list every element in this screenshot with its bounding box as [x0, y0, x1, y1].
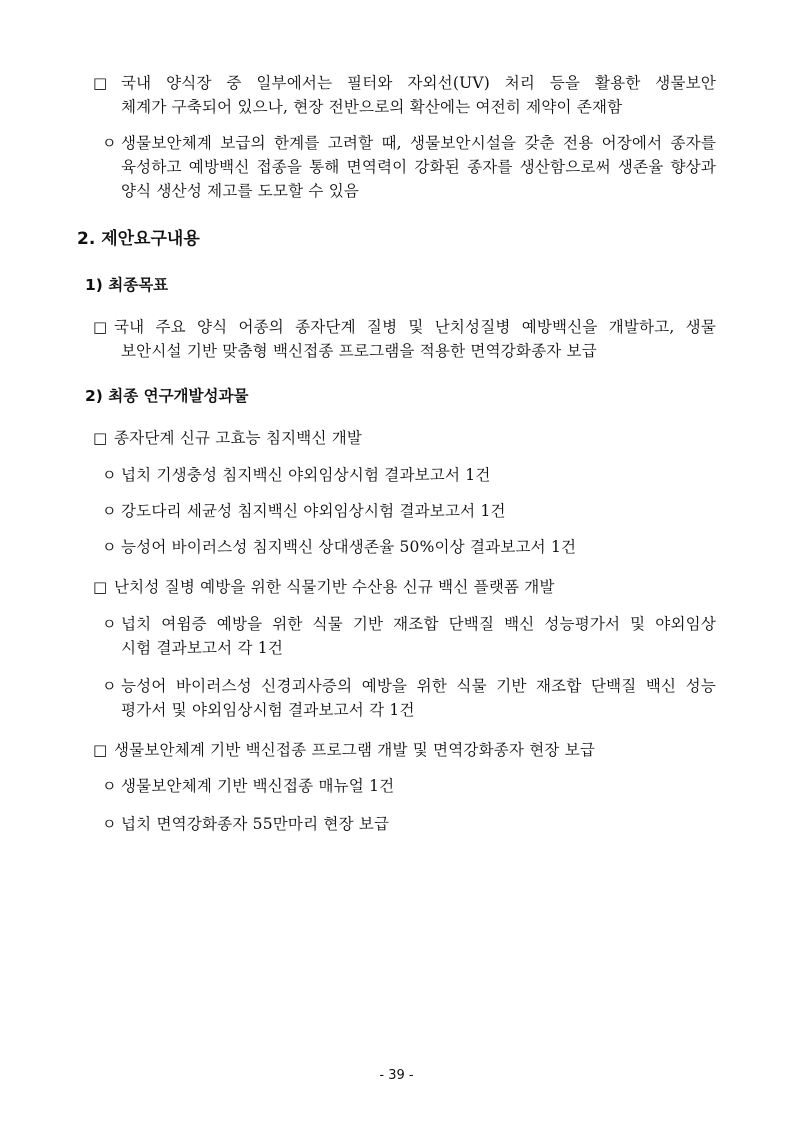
list-item: 넙치 면역강화종자 55만마리 현장 보급 [121, 815, 390, 833]
paragraph-line: 생물보안체계 보급의 한계를 고려할 때, 생물보안시설을 갖춘 전용 어장에서 종자를 [121, 134, 716, 152]
square-bullet-icon: □ [93, 578, 108, 596]
list-item: 생물보안체계 기반 백신접종 매뉴얼 1건 [121, 777, 395, 795]
group-title: 생물보안체계 기반 백신접종 프로그램 개발 및 면역강화종자 현장 보급 [114, 741, 596, 759]
circle-bullet-icon: ㅇ [102, 677, 117, 695]
list-item: 넙치 여윔증 예방을 위한 식물 기반 재조합 단백질 백신 성능평가서 및 야외임상 [121, 615, 716, 633]
list-item-continuation: 평가서 및 야외임상시험 결과보고서 각 1건 [121, 701, 415, 719]
list-item: 능성어 바이러스성 침지백신 상대생존율 50%이상 결과보고서 1건 [121, 538, 577, 556]
list-item: 넙치 기생충성 침지백신 야외임상시험 결과보고서 1건 [121, 466, 491, 484]
circle-bullet-icon: ㅇ [102, 815, 117, 833]
group-title: 종자단계 신규 고효능 침지백신 개발 [114, 429, 363, 447]
paragraph-line: 육성하고 예방백신 접종을 통해 면역력이 강화된 종자를 생산함으로써 생존율 향상과 [121, 158, 716, 176]
page-number: - 39 - [379, 1068, 414, 1083]
subsection-heading-final-outputs: 2) 최종 연구개발성과물 [85, 387, 249, 405]
circle-bullet-icon: ㅇ [102, 502, 117, 520]
list-item: 강도다리 세균성 침지백신 야외임상시험 결과보고서 1건 [121, 502, 506, 520]
list-item-continuation: 시험 결과보고서 각 1건 [121, 639, 284, 657]
subsection-heading-final-goal: 1) 최종목표 [85, 276, 169, 294]
paragraph-line: 국내 주요 양식 어종의 종자단계 질병 및 난치성질병 예방백신을 개발하고, 생물 [114, 318, 716, 336]
paragraph-line: 양식 생산성 제고를 도모할 수 있음 [121, 182, 360, 200]
paragraph-line: 보안시설 기반 맞춤형 백신접종 프로그램을 적용한 면역강화종자 보급 [121, 342, 597, 360]
square-bullet-icon: □ [93, 74, 108, 92]
circle-bullet-icon: ㅇ [102, 777, 117, 795]
square-bullet-icon: □ [93, 318, 108, 336]
square-bullet-icon: □ [93, 429, 108, 447]
paragraph-line: 체계가 구축되어 있으나, 현장 전반으로의 확산에는 여전히 제약이 존재함 [121, 98, 623, 116]
section-heading: 2. 제안요구내용 [77, 229, 200, 249]
group-title: 난치성 질병 예방을 위한 식물기반 수산용 신규 백신 플랫폼 개발 [114, 578, 555, 596]
circle-bullet-icon: ㅇ [102, 538, 117, 556]
circle-bullet-icon: ㅇ [102, 134, 117, 152]
circle-bullet-icon: ㅇ [102, 466, 117, 484]
circle-bullet-icon: ㅇ [102, 615, 117, 633]
paragraph-line: 국내 양식장 중 일부에서는 필터와 자외선(UV) 처리 등을 활용한 생물보안 [121, 74, 716, 92]
square-bullet-icon: □ [93, 741, 108, 759]
list-item: 능성어 바이러스성 신경괴사증의 예방을 위한 식물 기반 재조합 단백질 백신 성능 [121, 677, 716, 695]
